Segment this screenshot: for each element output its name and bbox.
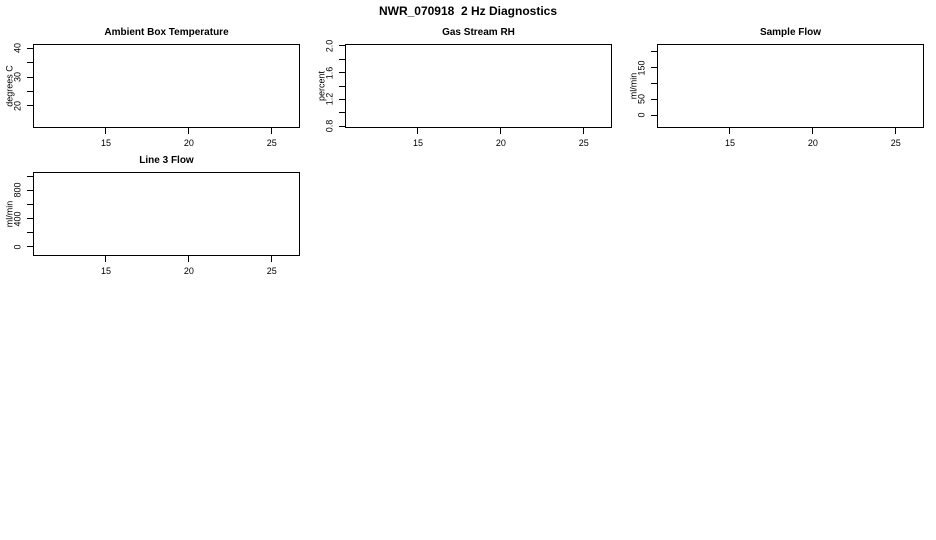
y-tick-mark <box>339 72 345 73</box>
x-tick-label: 15 <box>100 266 111 276</box>
x-tick-mark <box>500 128 501 134</box>
x-tick-mark <box>271 256 272 262</box>
main-title: NWR_070918 2 Hz Diagnostics <box>378 4 558 18</box>
y-tick-mark <box>27 105 33 106</box>
x-tick-label: 20 <box>183 138 194 148</box>
x-tick-mark <box>271 128 272 134</box>
x-tick-mark <box>729 128 730 134</box>
x-tick-mark <box>895 128 896 134</box>
y-axis-label: percent <box>316 70 327 102</box>
x-tick-mark <box>583 128 584 134</box>
y-tick-mark <box>651 83 657 84</box>
y-tick-label: 800 <box>12 182 23 198</box>
panel-title: Ambient Box Temperature <box>104 27 229 38</box>
x-tick-label: 25 <box>890 138 901 148</box>
y-tick-mark <box>27 190 33 191</box>
y-tick-label: 30 <box>12 72 23 83</box>
x-tick-mark <box>417 128 418 134</box>
y-tick-mark <box>339 86 345 87</box>
y-tick-mark <box>27 62 33 63</box>
y-tick-label: 1.2 <box>324 93 335 106</box>
x-tick-mark <box>105 128 106 134</box>
y-tick-mark <box>27 176 33 177</box>
y-tick-label: 1.6 <box>324 66 335 79</box>
plot-area <box>345 44 612 128</box>
x-tick-label: 20 <box>183 266 194 276</box>
y-tick-label: 400 <box>12 211 23 227</box>
x-tick-label: 15 <box>724 138 735 148</box>
y-tick-mark <box>27 91 33 92</box>
x-tick-label: 20 <box>495 138 506 148</box>
y-tick-mark <box>339 112 345 113</box>
y-tick-mark <box>651 51 657 52</box>
y-tick-mark <box>27 77 33 78</box>
y-tick-mark <box>339 99 345 100</box>
y-tick-mark <box>339 59 345 60</box>
x-tick-label: 15 <box>412 138 423 148</box>
plot-area <box>33 172 300 256</box>
y-tick-label: 40 <box>12 43 23 54</box>
x-tick-label: 25 <box>266 266 277 276</box>
x-tick-mark <box>188 128 189 134</box>
x-tick-label: 25 <box>578 138 589 148</box>
x-tick-mark <box>105 256 106 262</box>
plot-panel-line-3-flow <box>4 155 300 276</box>
panel-title: Sample Flow <box>759 27 822 38</box>
y-tick-mark <box>339 126 345 127</box>
x-tick-mark <box>188 256 189 262</box>
y-tick-mark <box>651 99 657 100</box>
y-axis-label: ml/min <box>628 72 639 100</box>
plot-panel-ambient-box-temperature <box>4 27 300 148</box>
y-tick-label: 20 <box>12 100 23 111</box>
y-tick-mark <box>27 246 33 247</box>
y-tick-label: 50 <box>636 94 647 105</box>
y-tick-label: 2.0 <box>324 39 335 53</box>
y-tick-mark <box>27 204 33 205</box>
x-tick-mark <box>812 128 813 134</box>
y-tick-label: 0 <box>636 112 647 118</box>
y-tick-mark <box>339 45 345 46</box>
plot-area <box>33 44 300 128</box>
plot-panel-gas-stream-rh <box>316 27 612 148</box>
y-tick-label: 150 <box>636 60 647 76</box>
plot-panel-sample-flow <box>628 27 924 148</box>
x-tick-label: 15 <box>100 138 111 148</box>
x-tick-label: 20 <box>807 138 818 148</box>
y-tick-mark <box>27 232 33 233</box>
y-tick-label: 0.8 <box>324 119 335 133</box>
y-tick-mark <box>27 218 33 219</box>
panel-title: Line 3 Flow <box>139 155 194 166</box>
y-tick-mark <box>651 67 657 68</box>
y-tick-label: 0 <box>12 244 23 250</box>
panel-title: Gas Stream RH <box>442 27 515 38</box>
y-tick-mark <box>27 48 33 49</box>
y-axis-label: ml/min <box>4 200 15 228</box>
plot-area <box>657 44 924 128</box>
x-tick-label: 25 <box>266 138 277 148</box>
y-axis-label: degrees C <box>4 65 15 107</box>
y-tick-mark <box>651 115 657 116</box>
